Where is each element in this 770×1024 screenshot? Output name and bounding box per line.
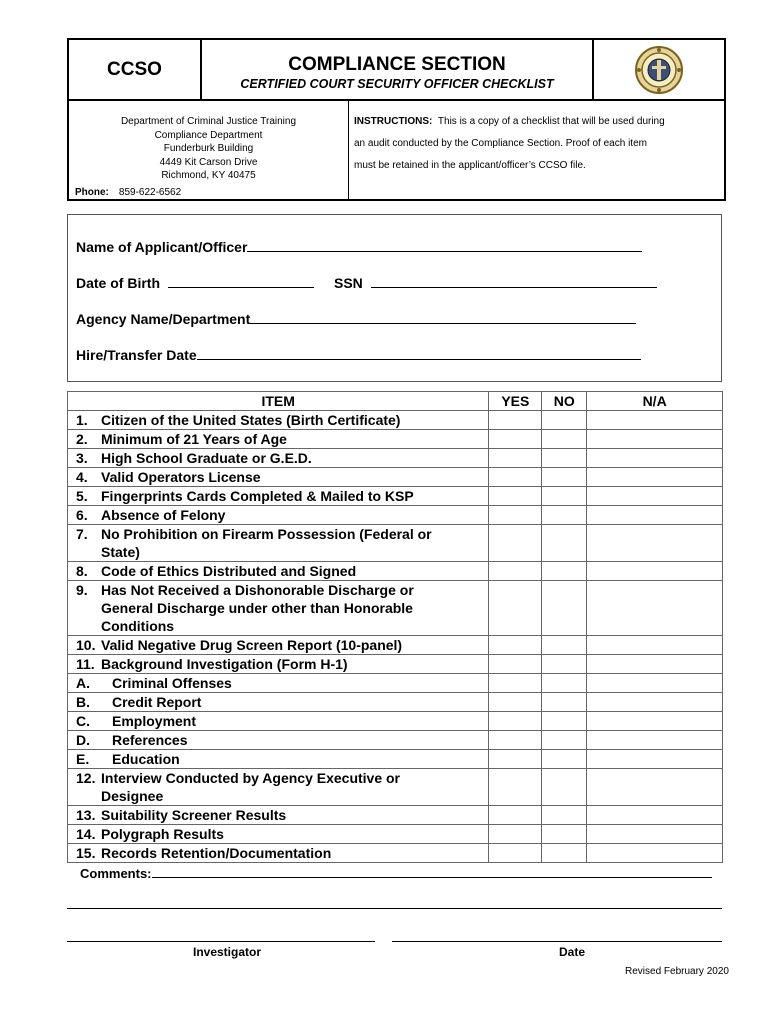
checklist-rows: [68, 411, 723, 863]
na-checkbox-cell[interactable]: [587, 769, 723, 806]
item-text: Credit Report: [112, 694, 202, 710]
item-text: Fingerprints Cards Completed & Mailed to KSP: [101, 488, 414, 504]
checklist-item: [68, 449, 489, 468]
no-checkbox-cell[interactable]: [542, 712, 587, 731]
na-checkbox-cell[interactable]: [587, 825, 723, 844]
no-checkbox-cell[interactable]: [542, 693, 587, 712]
phone-label: Phone:: [75, 187, 109, 198]
item-number: 11.: [76, 656, 95, 672]
checklist-item: [68, 411, 489, 430]
yes-checkbox-cell[interactable]: [489, 525, 542, 562]
no-checkbox-cell[interactable]: [542, 769, 587, 806]
item-text: Background Investigation (Form H-1): [101, 656, 348, 672]
yes-checkbox-cell[interactable]: [489, 769, 542, 806]
comments: [80, 865, 712, 881]
na-checkbox-cell[interactable]: [587, 712, 723, 731]
no-checkbox-cell[interactable]: [542, 487, 587, 506]
no-checkbox-cell[interactable]: [542, 806, 587, 825]
dob-field[interactable]: [168, 273, 314, 288]
no-checkbox-cell[interactable]: [542, 430, 587, 449]
item-number: 7.: [76, 526, 88, 542]
item-number: 3.: [76, 450, 88, 466]
item-text: Employment: [112, 713, 197, 729]
comments-line-2[interactable]: [67, 908, 722, 909]
item-text: Polygraph Results: [101, 826, 224, 842]
title-block: [202, 40, 594, 99]
table-row: [68, 525, 723, 562]
agency-label: Agency Name/Department: [76, 311, 251, 327]
item-number: 1.: [76, 412, 88, 428]
name-field[interactable]: [247, 237, 642, 252]
item-number: 14.: [76, 826, 96, 842]
no-checkbox-cell[interactable]: [542, 525, 587, 562]
item-letter: A.: [76, 675, 90, 691]
no-checkbox-cell[interactable]: [542, 750, 587, 769]
na-checkbox-cell[interactable]: [587, 693, 723, 712]
table-row: [68, 468, 723, 487]
header-box: [67, 38, 726, 201]
instructions: [354, 111, 722, 177]
checklist-item: [68, 525, 489, 562]
na-checkbox-cell[interactable]: [587, 525, 723, 562]
item-text: References: [112, 732, 188, 748]
name-label: Name of Applicant/Officer: [76, 239, 248, 255]
checklist-item: [68, 468, 489, 487]
na-column-header: N/A: [587, 392, 723, 411]
item-number: 5.: [76, 488, 88, 504]
table-row: [68, 693, 723, 712]
item-letter: D.: [76, 732, 90, 748]
address-block: [69, 115, 348, 183]
yes-checkbox-cell[interactable]: [489, 468, 542, 487]
na-checkbox-cell[interactable]: [587, 674, 723, 693]
checklist-item: [68, 693, 489, 712]
item-text: No Prohibition on Firearm Possession (Federal or: [101, 526, 432, 542]
page-title: COMPLIANCE SECTION: [288, 54, 506, 75]
na-checkbox-cell[interactable]: [587, 487, 723, 506]
applicant-info-box: [67, 214, 722, 382]
address-line: Department of Criminal Justice Training: [120, 116, 297, 127]
no-checkbox-cell[interactable]: [542, 674, 587, 693]
address-line: Richmond, KY 40475: [161, 170, 256, 181]
yes-checkbox-cell[interactable]: [489, 562, 542, 581]
no-checkbox-cell[interactable]: [542, 581, 587, 636]
investigator-label: Investigator: [193, 945, 262, 959]
yes-checkbox-cell[interactable]: [489, 636, 542, 655]
table-row: [68, 825, 723, 844]
phone-number: 859-622-6562: [118, 187, 182, 198]
checklist-item: [68, 750, 489, 769]
na-checkbox-cell[interactable]: [587, 562, 723, 581]
no-checkbox-cell[interactable]: [542, 636, 587, 655]
hire-date-field[interactable]: [197, 345, 641, 360]
hire-date-label: Hire/Transfer Date: [76, 347, 197, 363]
no-checkbox-cell[interactable]: [542, 844, 587, 863]
item-number: 6.: [76, 507, 88, 523]
na-checkbox-cell[interactable]: [587, 655, 723, 674]
header-divider: [69, 99, 724, 101]
yes-checkbox-cell[interactable]: [489, 844, 542, 863]
yes-checkbox-cell[interactable]: [489, 750, 542, 769]
compliance-checklist-table: [67, 391, 723, 863]
no-checkbox-cell[interactable]: [542, 562, 587, 581]
na-checkbox-cell[interactable]: [587, 468, 723, 487]
item-text: Suitability Screener Results: [101, 807, 287, 823]
seal-cell: [594, 40, 724, 99]
na-checkbox-cell[interactable]: [587, 449, 723, 468]
no-checkbox-cell[interactable]: [542, 655, 587, 674]
instructions-line: an audit conducted by the Compliance Section. Proof of each item: [354, 138, 647, 149]
item-text-continued: Designee: [101, 788, 164, 804]
date-label: Date: [559, 945, 586, 959]
checklist-item: [68, 769, 489, 806]
no-checkbox-cell[interactable]: [542, 411, 587, 430]
item-text: Records Retention/Documentation: [101, 845, 332, 861]
instructions-line: This is a copy of a checklist that will be used during: [437, 116, 665, 127]
yes-checkbox-cell[interactable]: [489, 449, 542, 468]
item-letter: C.: [76, 713, 90, 729]
comments-field[interactable]: [152, 865, 712, 878]
yes-checkbox-cell[interactable]: [489, 731, 542, 750]
yes-checkbox-cell[interactable]: [489, 506, 542, 525]
revision-note: Revised February 2020: [625, 966, 729, 977]
yes-checkbox-cell[interactable]: [489, 487, 542, 506]
item-text: Absence of Felony: [101, 507, 226, 523]
checklist-item: [68, 562, 489, 581]
address-line: Compliance Department: [154, 129, 263, 141]
checklist-item: [68, 655, 489, 674]
item-text-continued: State): [101, 544, 140, 560]
item-number: 10.: [76, 637, 96, 653]
table-row: [68, 487, 723, 506]
item-text: Interview Conducted by Agency Executive or: [101, 770, 401, 786]
comments-label: Comments:: [80, 866, 152, 881]
item-text: Criminal Offenses: [112, 675, 232, 691]
checklist-item: [68, 636, 489, 655]
checklist-item: [68, 825, 489, 844]
table-row: [68, 581, 723, 636]
table-row: [68, 562, 723, 581]
phone: [75, 187, 181, 198]
na-checkbox-cell[interactable]: [587, 506, 723, 525]
yes-checkbox-cell[interactable]: [489, 674, 542, 693]
table-row: [68, 430, 723, 449]
item-number: 4.: [76, 469, 88, 485]
item-letter: B.: [76, 694, 90, 710]
item-text-continued: Conditions: [101, 618, 175, 634]
instructions-label: INSTRUCTIONS:: [354, 116, 433, 127]
table-row: [68, 506, 723, 525]
item-number: 9.: [76, 582, 88, 598]
table-row: [68, 769, 723, 806]
na-checkbox-cell[interactable]: [587, 731, 723, 750]
item-text: Valid Negative Drug Screen Report (10-panel): [101, 637, 403, 653]
yes-checkbox-cell[interactable]: [489, 806, 542, 825]
na-checkbox-cell[interactable]: [587, 844, 723, 863]
no-checkbox-cell[interactable]: [542, 449, 587, 468]
agency-seal-icon: [634, 45, 684, 95]
checklist-item: [68, 712, 489, 731]
na-checkbox-cell[interactable]: [587, 581, 723, 636]
yes-checkbox-cell[interactable]: [489, 581, 542, 636]
item-number: 2.: [76, 431, 88, 447]
table-row: [68, 411, 723, 430]
yes-checkbox-cell[interactable]: [489, 825, 542, 844]
checklist-item: [68, 806, 489, 825]
table-row: [68, 806, 723, 825]
yes-checkbox-cell[interactable]: [489, 712, 542, 731]
instructions-line: must be retained in the applicant/officer’s CCSO file.: [354, 160, 586, 171]
checklist-item: [68, 731, 489, 750]
na-checkbox-cell[interactable]: [587, 411, 723, 430]
checklist-item: [68, 674, 489, 693]
table-row: [68, 844, 723, 863]
na-checkbox-cell[interactable]: [587, 750, 723, 769]
address-line: Funderburk Building: [163, 143, 254, 154]
item-column-header: ITEM: [68, 392, 489, 411]
item-text: High School Graduate or G.E.D.: [101, 450, 312, 466]
item-text: Has Not Received a Dishonorable Discharge or: [101, 582, 414, 598]
no-checkbox-cell[interactable]: [542, 825, 587, 844]
table-row: [68, 636, 723, 655]
item-number: 13.: [76, 807, 96, 823]
item-number: 8.: [76, 563, 88, 579]
item-number: 12.: [76, 770, 96, 786]
ssn-label: SSN: [334, 275, 363, 291]
date-signature-line[interactable]: [392, 941, 722, 942]
no-checkbox-cell[interactable]: [542, 506, 587, 525]
yes-checkbox-cell[interactable]: [489, 655, 542, 674]
checklist-item: [68, 430, 489, 449]
header-column-divider: [348, 99, 349, 201]
checklist-item: [68, 844, 489, 863]
table-row: [68, 449, 723, 468]
investigator-signature-line[interactable]: [67, 941, 375, 942]
table-header-row: [68, 392, 723, 411]
na-checkbox-cell[interactable]: [587, 636, 723, 655]
yes-checkbox-cell[interactable]: [489, 693, 542, 712]
item-text: Minimum of 21 Years of Age: [101, 431, 287, 447]
no-column-header: NO: [542, 392, 587, 411]
item-text: Education: [112, 751, 180, 767]
item-text: Code of Ethics Distributed and Signed: [101, 563, 357, 579]
checklist-item: [68, 581, 489, 636]
na-checkbox-cell[interactable]: [587, 806, 723, 825]
checklist-item: [68, 487, 489, 506]
checklist-item: [68, 506, 489, 525]
address-line: 4449 Kit Carson Drive: [159, 156, 258, 168]
table-row: [68, 731, 723, 750]
no-checkbox-cell[interactable]: [542, 468, 587, 487]
agency-field[interactable]: [250, 309, 636, 324]
item-text: Valid Operators License: [101, 469, 261, 485]
item-text-continued: General Discharge under other than Honorable: [101, 600, 413, 616]
item-number: 15.: [76, 845, 96, 861]
table-row: [68, 674, 723, 693]
table-row: [68, 712, 723, 731]
yes-checkbox-cell[interactable]: [489, 430, 542, 449]
table-row: [68, 655, 723, 674]
form-code: CCSO: [69, 40, 202, 99]
item-letter: E.: [76, 751, 90, 767]
page-subtitle: CERTIFIED COURT SECURITY OFFICER CHECKLIST: [240, 77, 554, 91]
yes-checkbox-cell[interactable]: [489, 411, 542, 430]
table-row: [68, 750, 723, 769]
na-checkbox-cell[interactable]: [587, 430, 723, 449]
dob-label: Date of Birth: [76, 275, 160, 291]
yes-column-header: YES: [489, 392, 542, 411]
item-text: Citizen of the United States (Birth Certificate): [101, 412, 401, 428]
ssn-field[interactable]: [371, 273, 657, 288]
no-checkbox-cell[interactable]: [542, 731, 587, 750]
